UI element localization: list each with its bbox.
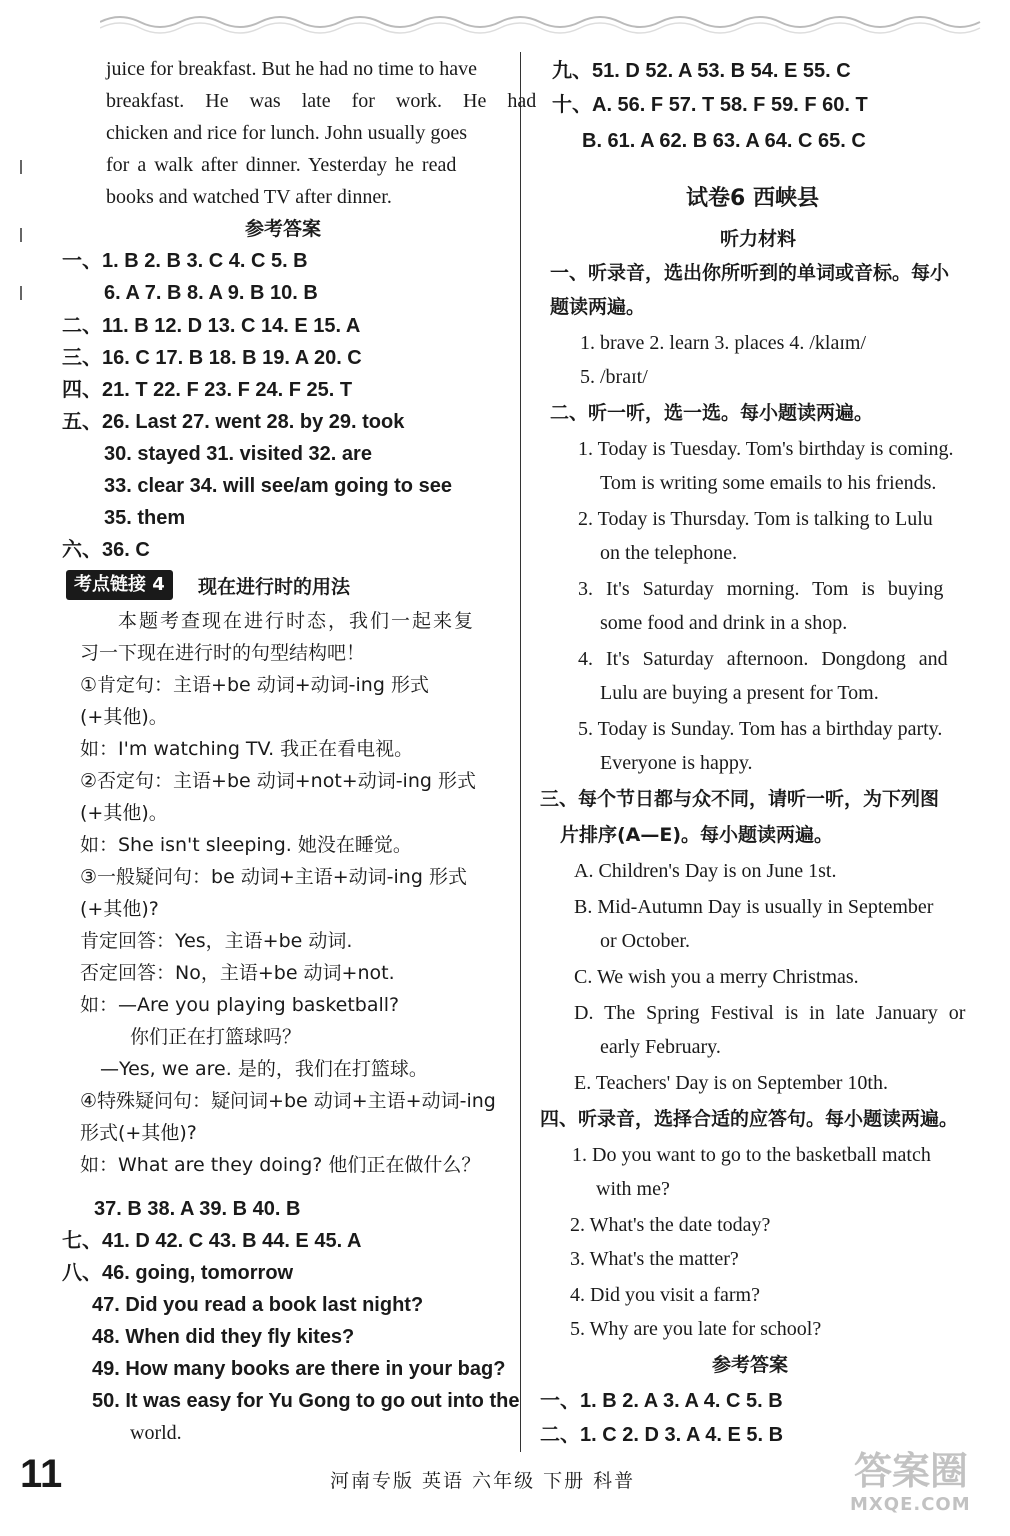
section-heading: 四、听录音，选择合适的应答句。每小题读两遍。 bbox=[540, 1108, 959, 1130]
watermark-logo bbox=[850, 1440, 990, 1530]
answer-line: 6. A 7. B 8. A 9. B 10. B bbox=[104, 282, 318, 304]
note-line: 如：I'm watching TV. 我正在看电视。 bbox=[80, 738, 414, 760]
note-line: 肯定回答：Yes，主语+be 动词. bbox=[80, 930, 353, 952]
note-line: —Yes, we are. 是的，我们在打篮球。 bbox=[100, 1058, 428, 1080]
answer-line: 八、46. going, tomorrow bbox=[62, 1262, 294, 1284]
answer-line: 50. It was easy for Yu Gong to go out into the bbox=[92, 1390, 520, 1412]
note-line: 形式(+其他)? bbox=[80, 1122, 197, 1144]
listening-line: Lulu are buying a present for Tom. bbox=[600, 682, 879, 704]
listening-line: on the telephone. bbox=[600, 542, 738, 564]
listening-line: 2. What's the date today? bbox=[570, 1214, 771, 1236]
listening-line: 1. Do you want to go to the basketball match bbox=[572, 1144, 931, 1166]
note-line: 否定回答：No，主语+be 动词+not. bbox=[80, 962, 395, 984]
column-divider bbox=[520, 52, 521, 1452]
test-title: 试卷6 西峡县 bbox=[686, 186, 819, 211]
watermark-text: 答案圈 bbox=[854, 1449, 969, 1493]
answer-line: B. 61. A 62. B 63. A 64. C 65. C bbox=[582, 130, 866, 152]
section-heading: 一、听录音，选出你所听到的单词或音标。每小 bbox=[550, 262, 950, 284]
listening-line: 5. Why are you late for school? bbox=[570, 1318, 822, 1340]
note-line: (+其他)? bbox=[80, 898, 159, 920]
note-line: 你们正在打篮球吗？ bbox=[130, 1026, 302, 1048]
note-line: (+其他)。 bbox=[80, 802, 168, 824]
note-line: ②否定句：主语+be 动词+not+动词-ing 形式 bbox=[80, 770, 476, 792]
answer-line: 一、1. B 2. B 3. C 4. C 5. B bbox=[62, 250, 308, 272]
listening-line: some food and drink in a shop. bbox=[600, 612, 848, 634]
note-line: 本题考查现在进行时态，我们一起来复 bbox=[118, 610, 476, 632]
note-line: 如：—Are you playing basketball? bbox=[80, 994, 400, 1016]
note-line: ③一般疑问句：be 动词+主语+动词-ing 形式 bbox=[80, 866, 467, 888]
answer-line: 五、26. Last 27. went 28. by 29. took bbox=[62, 411, 405, 433]
note-line: ④特殊疑问句：疑问词+be 动词+主语+动词-ing bbox=[80, 1090, 496, 1112]
answer-line: 四、21. T 22. F 23. F 24. F 25. T bbox=[62, 379, 353, 401]
listening-line: Everyone is happy. bbox=[600, 752, 753, 774]
note-line: 如：She isn't sleeping. 她没在睡觉。 bbox=[80, 834, 412, 856]
answer-line: 30. stayed 31. visited 32. are bbox=[104, 443, 372, 465]
listening-line: 1. brave 2. learn 3. places 4. /klaɪm/ bbox=[580, 332, 867, 354]
listening-line: 5. Today is Sunday. Tom has a birthday party. bbox=[578, 718, 943, 740]
footer-edition: 河南专版 英语 六年级 下册 科普 bbox=[330, 1470, 636, 1492]
section-heading: 二、听一听，选一选。每小题读两遍。 bbox=[550, 402, 874, 424]
note-line: ①肯定句：主语+be 动词+动词-ing 形式 bbox=[80, 674, 429, 696]
answer-line: 37. B 38. A 39. B 40. B bbox=[94, 1198, 301, 1220]
answer-line: 二、11. B 12. D 13. C 14. E 15. A bbox=[62, 315, 361, 337]
listening-line: Tom is writing some emails to his friends. bbox=[600, 472, 937, 494]
passage-line: chicken and rice for lunch. John usually goes bbox=[106, 122, 468, 144]
listening-line: 2. Today is Thursday. Tom is talking to Lulu bbox=[578, 508, 933, 530]
knowledge-link-badge: 考点链接 4 bbox=[66, 570, 173, 600]
answer-line: 二、1. C 2. D 3. A 4. E 5. B bbox=[540, 1424, 784, 1446]
top-wave-decoration bbox=[100, 8, 990, 34]
passage-line: for a walk after dinner. Yesterday he read bbox=[106, 154, 457, 176]
listening-line: 4. Did you visit a farm? bbox=[570, 1284, 760, 1306]
listening-line: B. Mid-Autumn Day is usually in September bbox=[574, 896, 934, 918]
listening-heading: 听力材料 bbox=[720, 228, 797, 250]
passage-line: books and watched TV after dinner. bbox=[106, 186, 392, 208]
page-number: 11 bbox=[20, 1452, 63, 1496]
section-heading: 片排序(A—E)。每小题读两遍。 bbox=[560, 824, 834, 846]
listening-line: E. Teachers' Day is on September 10th. bbox=[574, 1072, 888, 1094]
passage-line: juice for breakfast. But he had no time to have bbox=[106, 58, 477, 80]
listening-line: A. Children's Day is on June 1st. bbox=[574, 860, 837, 882]
listening-line: D. The Spring Festival is in late January or bbox=[574, 1002, 966, 1024]
listening-line: 5. /braɪt/ bbox=[580, 366, 648, 388]
listening-line: with me? bbox=[596, 1178, 670, 1200]
answer-line: 一、1. B 2. A 3. A 4. C 5. B bbox=[540, 1390, 783, 1412]
answer-line: 十、A. 56. F 57. T 58. F 59. F 60. T bbox=[552, 94, 868, 116]
answers-heading: 参考答案 bbox=[712, 1354, 789, 1376]
margin-tick bbox=[20, 286, 22, 300]
margin-tick bbox=[20, 160, 22, 174]
listening-line: 1. Today is Tuesday. Tom's birthday is coming. bbox=[578, 438, 954, 460]
answer-line: 48. When did they fly kites? bbox=[92, 1326, 355, 1348]
listening-line: or October. bbox=[600, 930, 690, 952]
note-line: 如：What are they doing? 他们正在做什么？ bbox=[80, 1154, 481, 1176]
section-heading: 三、每个节日都与众不同，请听一听，为下列图 bbox=[540, 788, 940, 810]
note-line: 习一下现在进行时的句型结构吧！ bbox=[80, 642, 366, 664]
passage-line: breakfast. He was late for work. He had bbox=[106, 90, 537, 112]
answer-line: 35. them bbox=[104, 507, 186, 529]
listening-line: C. We wish you a merry Christmas. bbox=[574, 966, 859, 988]
listening-line: 3. It's Saturday morning. Tom is buying bbox=[578, 578, 944, 600]
watermark-url: MXQE.COM bbox=[850, 1494, 971, 1515]
note-line: (+其他)。 bbox=[80, 706, 168, 728]
answer-line: 七、41. D 42. C 43. B 44. E 45. A bbox=[62, 1230, 362, 1252]
answer-line: world. bbox=[130, 1422, 182, 1444]
answer-line: 47. Did you read a book last night? bbox=[92, 1294, 424, 1316]
answer-line: 六、36. C bbox=[62, 539, 150, 561]
answer-line: 三、16. C 17. B 18. B 19. A 20. C bbox=[62, 347, 362, 369]
listening-line: early February. bbox=[600, 1036, 721, 1058]
margin-tick bbox=[20, 228, 22, 242]
answers-heading: 参考答案 bbox=[245, 218, 322, 240]
knowledge-link-title: 现在进行时的用法 bbox=[198, 576, 351, 598]
section-heading: 题读两遍。 bbox=[550, 296, 646, 318]
answer-line: 49. How many books are there in your bag? bbox=[92, 1358, 506, 1380]
answer-line: 九、51. D 52. A 53. B 54. E 55. C bbox=[552, 60, 851, 82]
listening-line: 3. What's the matter? bbox=[570, 1248, 739, 1270]
answer-line: 33. clear 34. will see/am going to see bbox=[104, 475, 452, 497]
listening-line: 4. It's Saturday afternoon. Dongdong and bbox=[578, 648, 948, 670]
